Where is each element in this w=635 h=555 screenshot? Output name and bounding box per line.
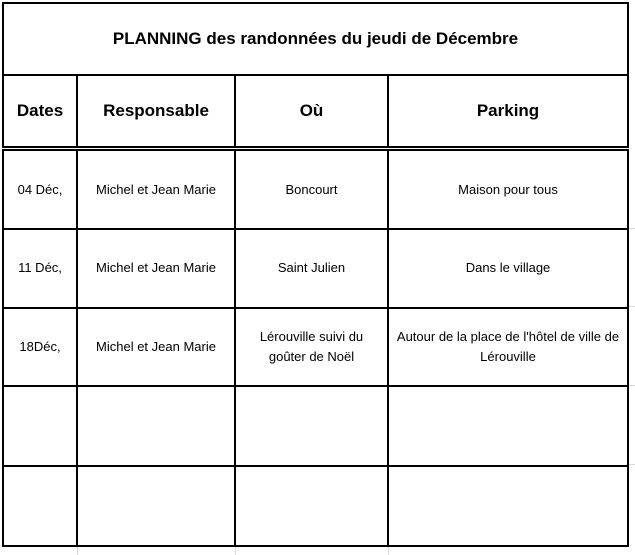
column-header-responsable[interactable]: Responsable bbox=[77, 75, 235, 149]
gridline bbox=[235, 546, 236, 555]
cell-date[interactable]: 04 Déc, bbox=[3, 149, 77, 229]
table-row bbox=[3, 466, 628, 546]
cell-parking[interactable]: Dans le village bbox=[388, 229, 628, 308]
cell-ou[interactable] bbox=[235, 386, 388, 466]
cell-date[interactable] bbox=[3, 466, 77, 546]
cell-date[interactable]: 18Déc, bbox=[3, 308, 77, 387]
title-row bbox=[3, 3, 628, 75]
table-row bbox=[3, 386, 628, 466]
cell-responsable[interactable]: Michel et Jean Marie bbox=[77, 229, 235, 308]
column-header-dates[interactable]: Dates bbox=[3, 75, 77, 149]
gridline bbox=[388, 546, 389, 555]
cell-parking[interactable] bbox=[388, 466, 628, 546]
cell-date[interactable] bbox=[3, 386, 77, 466]
cell-ou[interactable] bbox=[235, 466, 388, 546]
cell-ou[interactable]: Boncourt bbox=[235, 149, 388, 229]
cell-ou[interactable]: Saint Julien bbox=[235, 229, 388, 308]
cell-parking[interactable]: Maison pour tous bbox=[388, 149, 628, 229]
column-header-parking[interactable]: Parking bbox=[388, 75, 628, 149]
column-header-ou[interactable]: Où bbox=[235, 75, 388, 149]
planning-table bbox=[2, 2, 629, 547]
cell-responsable[interactable] bbox=[77, 466, 235, 546]
table-row bbox=[3, 229, 628, 308]
cell-parking[interactable] bbox=[388, 386, 628, 466]
cell-responsable[interactable] bbox=[77, 386, 235, 466]
table-title[interactable]: PLANNING des randonnées du jeudi de Décembre bbox=[3, 3, 628, 75]
table-row bbox=[3, 308, 628, 387]
cell-responsable[interactable]: Michel et Jean Marie bbox=[77, 149, 235, 229]
cell-date[interactable]: 11 Déc, bbox=[3, 229, 77, 308]
cell-ou[interactable]: Lérouville suivi du goûter de Noël bbox=[235, 308, 388, 387]
gridline bbox=[77, 546, 78, 555]
table-row bbox=[3, 149, 628, 229]
cell-parking[interactable]: Autour de la place de l'hôtel de ville de Lérouville bbox=[388, 308, 628, 387]
header-row bbox=[3, 75, 628, 149]
cell-responsable[interactable]: Michel et Jean Marie bbox=[77, 308, 235, 387]
